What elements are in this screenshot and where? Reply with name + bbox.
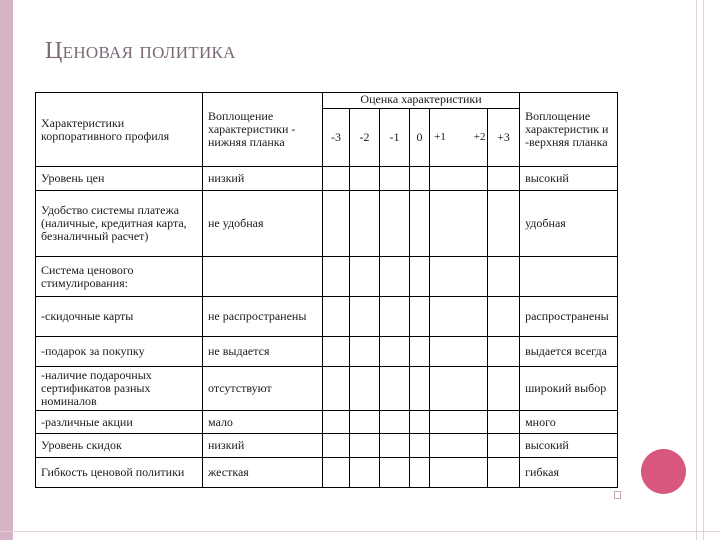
table-row [36, 337, 618, 367]
left-accent-bar [0, 0, 13, 540]
header-characteristics: Характеристики корпоративного профиля [36, 93, 203, 167]
scale-minus-1: -1 [380, 109, 410, 167]
row-high: удобная [520, 191, 618, 257]
row-high [520, 257, 618, 297]
table-row [36, 458, 618, 488]
row-name: -подарок за покупку [36, 337, 203, 367]
header-rating: Оценка характеристики [323, 93, 520, 109]
scale-plus-1-2 [430, 109, 488, 167]
header-lower-bound: Воплощение характеристики - нижняя планка [203, 93, 323, 167]
table-row [36, 434, 618, 458]
row-low: не удобная [203, 191, 323, 257]
row-name: Уровень цен [36, 167, 203, 191]
row-name: Система ценового стимулирования: [36, 257, 203, 297]
row-name: -наличие подарочных сертификатов разных номиналов [36, 367, 203, 411]
table-row [36, 297, 618, 337]
scale-plus-2: +2 [473, 131, 486, 143]
slide-corner-marker [614, 491, 621, 499]
decorative-circle [641, 449, 686, 494]
header-upper-bound: Воплощение характеристик и -верхняя планка [520, 93, 618, 167]
row-name: Гибкость ценовой политики [36, 458, 203, 488]
row-high: много [520, 411, 618, 434]
row-low: мало [203, 411, 323, 434]
row-name: -различные акции [36, 411, 203, 434]
slide-title: Ценовая политика [45, 38, 236, 64]
row-high: высокий [520, 434, 618, 458]
frame-line-right-outer [703, 0, 704, 540]
frame-line-bottom [0, 531, 720, 532]
row-high: высокий [520, 167, 618, 191]
characteristics-table [35, 92, 618, 488]
scale-zero: 0 [410, 109, 430, 167]
row-low: не распространены [203, 297, 323, 337]
row-name: Удобство системы платежа (наличные, кредитная карта, безналичный расчет) [36, 191, 203, 257]
table-row [36, 191, 618, 257]
row-name: -скидочные карты [36, 297, 203, 337]
table-row [36, 411, 618, 434]
table-row [36, 367, 618, 411]
row-low [203, 257, 323, 297]
row-high: гибкая [520, 458, 618, 488]
table-row [36, 167, 618, 191]
header-row [36, 93, 618, 109]
row-low: не выдается [203, 337, 323, 367]
scale-minus-2: -2 [350, 109, 380, 167]
row-high: распространены [520, 297, 618, 337]
row-low: жесткая [203, 458, 323, 488]
row-name: Уровень скидок [36, 434, 203, 458]
scale-plus-3: +3 [488, 109, 520, 167]
row-low: низкий [203, 167, 323, 191]
table-row [36, 257, 618, 297]
row-low: отсутствуют [203, 367, 323, 411]
scale-minus-3: -3 [323, 109, 350, 167]
row-low: низкий [203, 434, 323, 458]
frame-line-right-inner [696, 0, 697, 540]
row-high: широкий выбор [520, 367, 618, 411]
scale-plus-1: +1 [434, 131, 446, 143]
row-high: выдается всегда [520, 337, 618, 367]
